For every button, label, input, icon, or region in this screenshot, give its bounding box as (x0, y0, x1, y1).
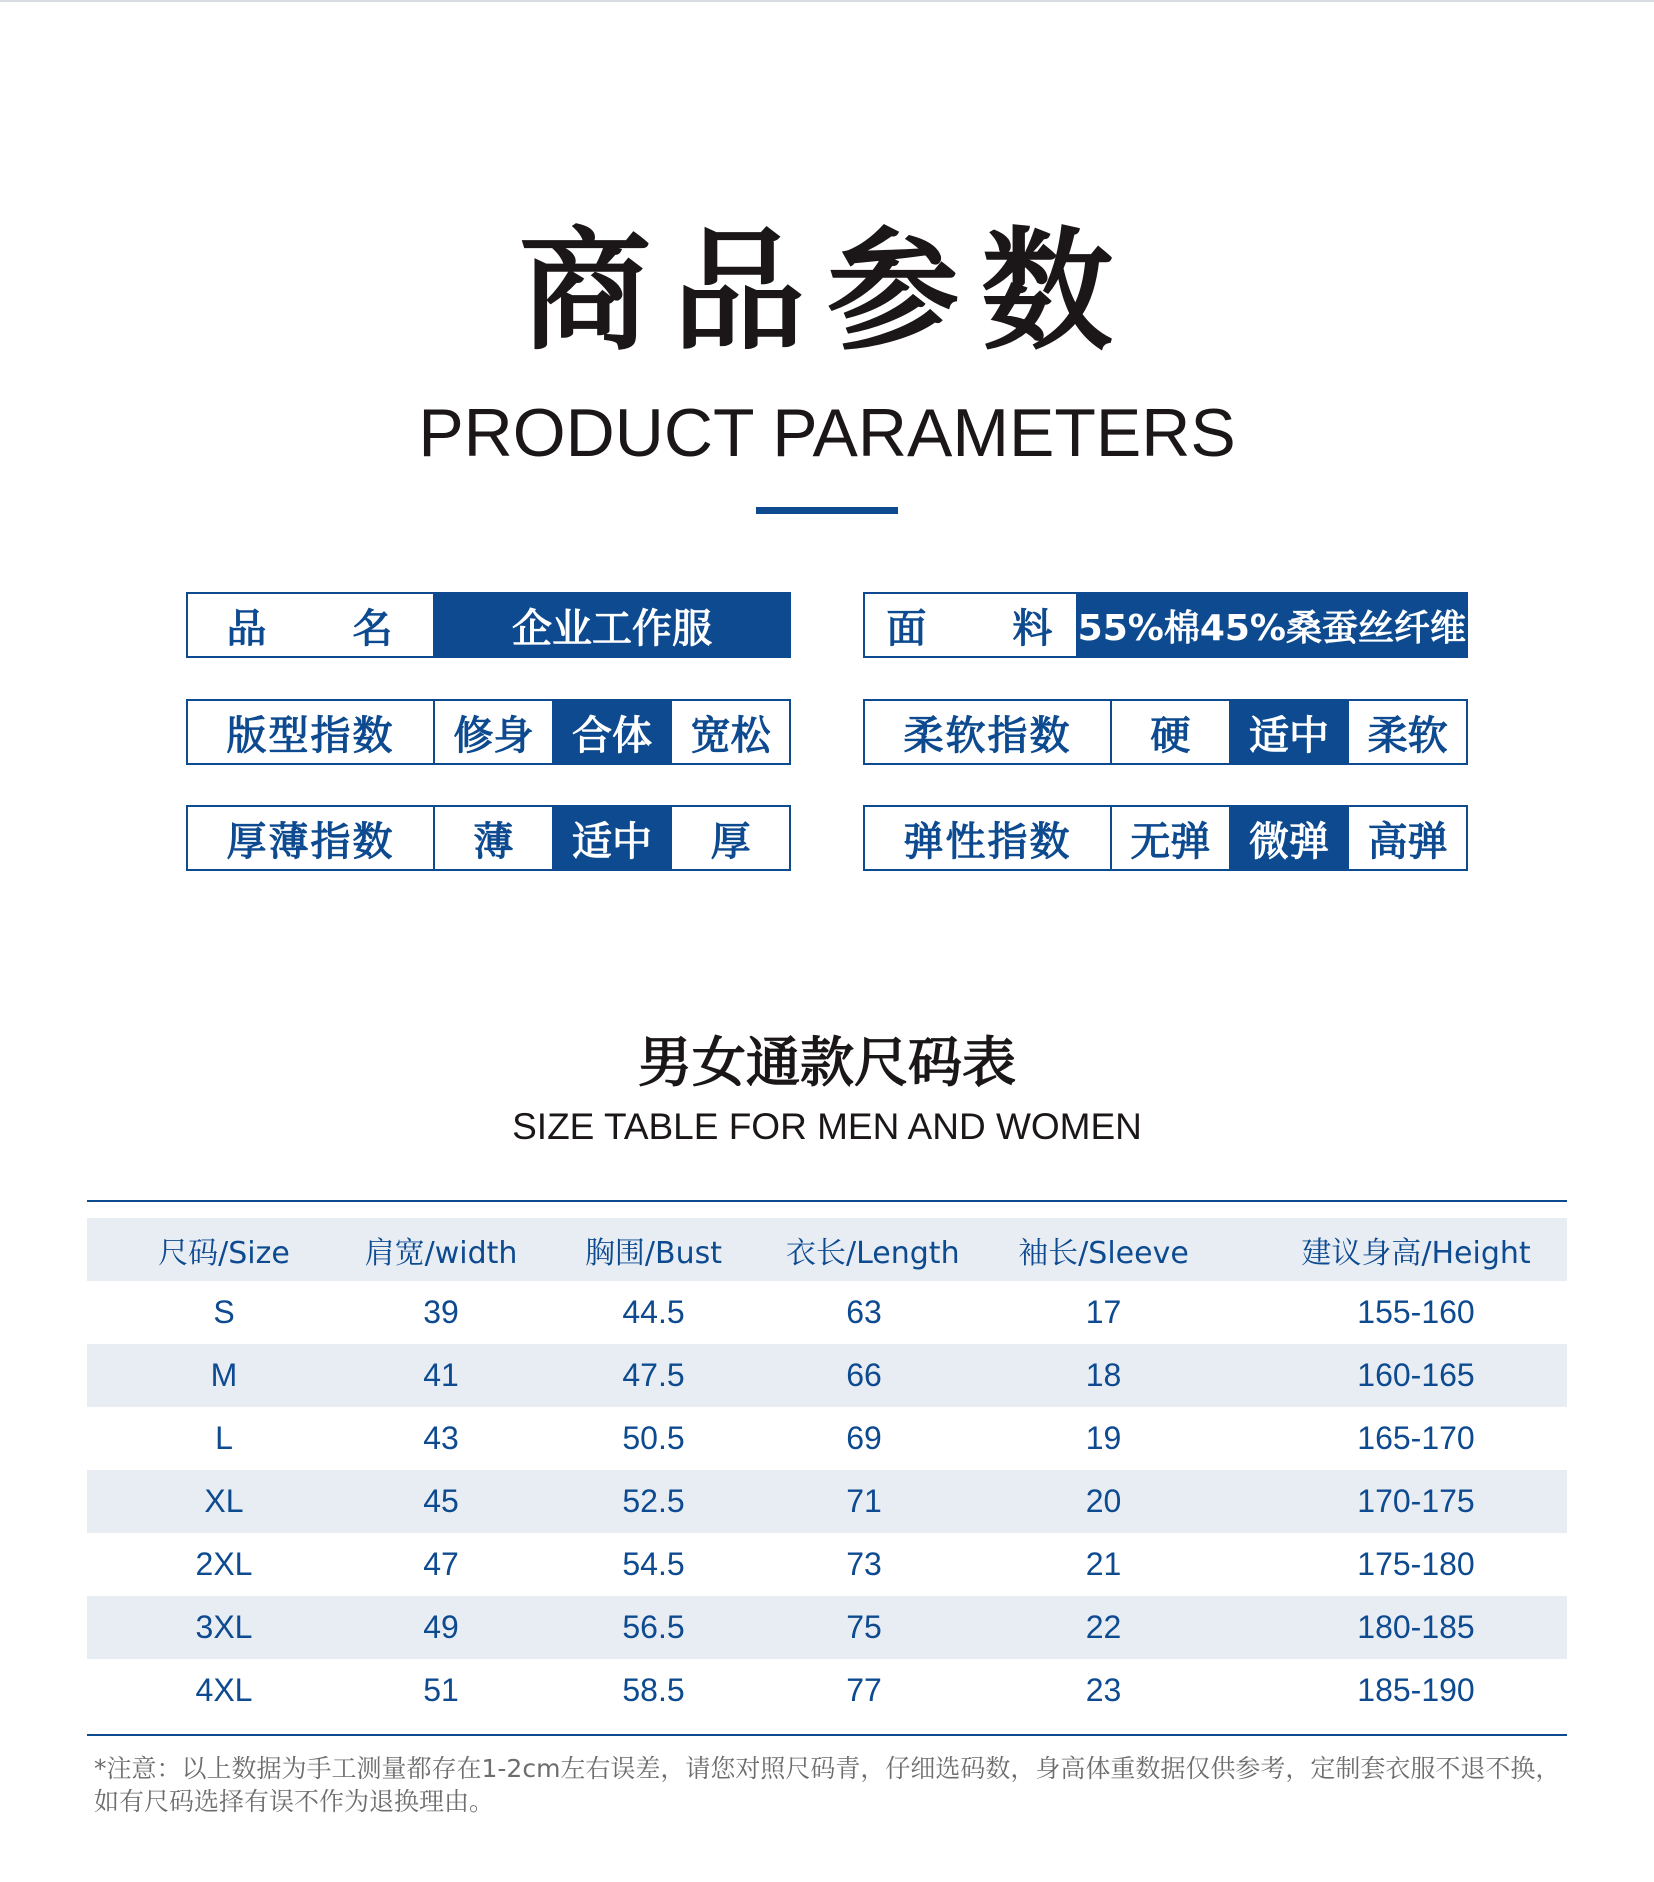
size-table-header (87, 1218, 1567, 1281)
table-row (87, 1659, 1567, 1722)
table-cell: 77 (846, 1672, 882, 1708)
table-cell: 19 (1085, 1420, 1122, 1456)
size-note: *注意：以上数据为手工测量都存在1-2cm左右误差，请您对照尺码青，仔细选码数，身高体重数据仅供参考，定制套衣服不退不换，如有尺码选择有误不作为退换理由。 (94, 1754, 1561, 1816)
table-cell: 4XL (195, 1672, 253, 1708)
param-name-label: 品 名 (226, 605, 395, 652)
header-cell: 衣长/Length (786, 1235, 960, 1271)
param-elasticity-label: 弹性指数 (903, 818, 1072, 865)
table-cell: 49 (423, 1609, 459, 1645)
table-cell: 41 (423, 1357, 459, 1393)
softness-option: 适中 (1229, 701, 1348, 763)
table-cell: 73 (846, 1546, 882, 1582)
table-cell: 58.5 (622, 1672, 685, 1708)
thickness-option: 适中 (552, 807, 671, 869)
size-table-top-rule (87, 1200, 1567, 1202)
header-cell: 尺码/Size (158, 1235, 290, 1271)
table-cell: 160-165 (1357, 1357, 1475, 1393)
page-title: 商品参数 (519, 215, 1135, 369)
table-cell: 51 (423, 1672, 459, 1708)
top-divider (0, 0, 1654, 2)
table-cell: 165-170 (1357, 1420, 1475, 1456)
table-cell: 21 (1085, 1546, 1122, 1582)
table-cell: 3XL (195, 1609, 253, 1645)
param-elasticity (863, 805, 1468, 871)
header-cell: 肩宽/width (364, 1235, 518, 1271)
table-cell: 180-185 (1357, 1609, 1475, 1645)
table-cell: 175-180 (1357, 1546, 1475, 1582)
table-cell: 23 (1085, 1672, 1122, 1708)
param-name (186, 592, 791, 658)
table-cell: 47.5 (622, 1357, 685, 1393)
softness-option: 柔软 (1347, 701, 1466, 763)
elasticity-option: 高弹 (1347, 807, 1466, 869)
table-cell: L (215, 1420, 233, 1456)
table-row (87, 1281, 1567, 1344)
table-cell: S (213, 1294, 235, 1330)
softness-option: 硬 (1110, 701, 1229, 763)
page-subtitle: PRODUCT PARAMETERS (418, 395, 1236, 471)
size-table-bottom-rule (87, 1734, 1567, 1736)
table-row (87, 1533, 1567, 1596)
table-cell: 2XL (195, 1546, 253, 1582)
param-thickness (186, 805, 791, 871)
fit-option: 宽松 (670, 701, 789, 763)
table-cell: 185-190 (1357, 1672, 1475, 1708)
table-row (87, 1407, 1567, 1470)
table-cell: 20 (1085, 1483, 1122, 1519)
title-underline (756, 507, 898, 514)
table-cell: 71 (846, 1483, 882, 1519)
table-cell: 69 (846, 1420, 882, 1456)
param-fit (186, 699, 791, 765)
param-name-value: 企业工作服 (433, 594, 789, 656)
table-cell: 50.5 (622, 1420, 685, 1456)
elasticity-option: 微弹 (1229, 807, 1348, 869)
table-cell: 17 (1085, 1294, 1122, 1330)
param-fabric-value: 55%棉45%桑蚕丝纤维 (1076, 594, 1466, 656)
header-cell: 建议身高/Height (1301, 1235, 1531, 1271)
table-cell: 54.5 (622, 1546, 685, 1582)
table-cell: 18 (1085, 1357, 1122, 1393)
table-cell: 56.5 (622, 1609, 685, 1645)
size-table-subtitle: SIZE TABLE FOR MEN AND WOMEN (512, 1106, 1142, 1147)
param-softness (863, 699, 1468, 765)
table-cell: XL (204, 1483, 244, 1519)
table-cell: 52.5 (622, 1483, 685, 1519)
table-cell: 66 (846, 1357, 882, 1393)
param-fabric-label: 面 料 (886, 605, 1055, 652)
size-table-title: 男女通款尺码表 (638, 1031, 1016, 1094)
thickness-option: 厚 (670, 807, 789, 869)
param-softness-label: 柔软指数 (903, 712, 1072, 759)
table-cell: 47 (423, 1546, 459, 1582)
table-cell: 170-175 (1357, 1483, 1475, 1519)
param-thickness-label: 厚薄指数 (226, 818, 395, 865)
table-cell: M (210, 1357, 238, 1393)
table-row (87, 1470, 1567, 1533)
table-cell: 63 (846, 1294, 882, 1330)
header-cell: 胸围/Bust (584, 1235, 723, 1271)
table-cell: 45 (423, 1483, 459, 1519)
table-row (87, 1344, 1567, 1407)
table-cell: 22 (1085, 1609, 1122, 1645)
thickness-option: 薄 (433, 807, 552, 869)
param-fit-label: 版型指数 (226, 712, 395, 759)
param-fabric (863, 592, 1468, 658)
header-cell: 袖长/Sleeve (1018, 1235, 1189, 1271)
elasticity-option: 无弹 (1110, 807, 1229, 869)
table-cell: 155-160 (1357, 1294, 1475, 1330)
table-cell: 43 (423, 1420, 459, 1456)
size-table (87, 1218, 1567, 1722)
table-row (87, 1596, 1567, 1659)
table-cell: 75 (846, 1609, 882, 1645)
table-cell: 39 (423, 1294, 459, 1330)
table-cell: 44.5 (622, 1294, 685, 1330)
fit-option: 修身 (433, 701, 552, 763)
fit-option: 合体 (552, 701, 671, 763)
